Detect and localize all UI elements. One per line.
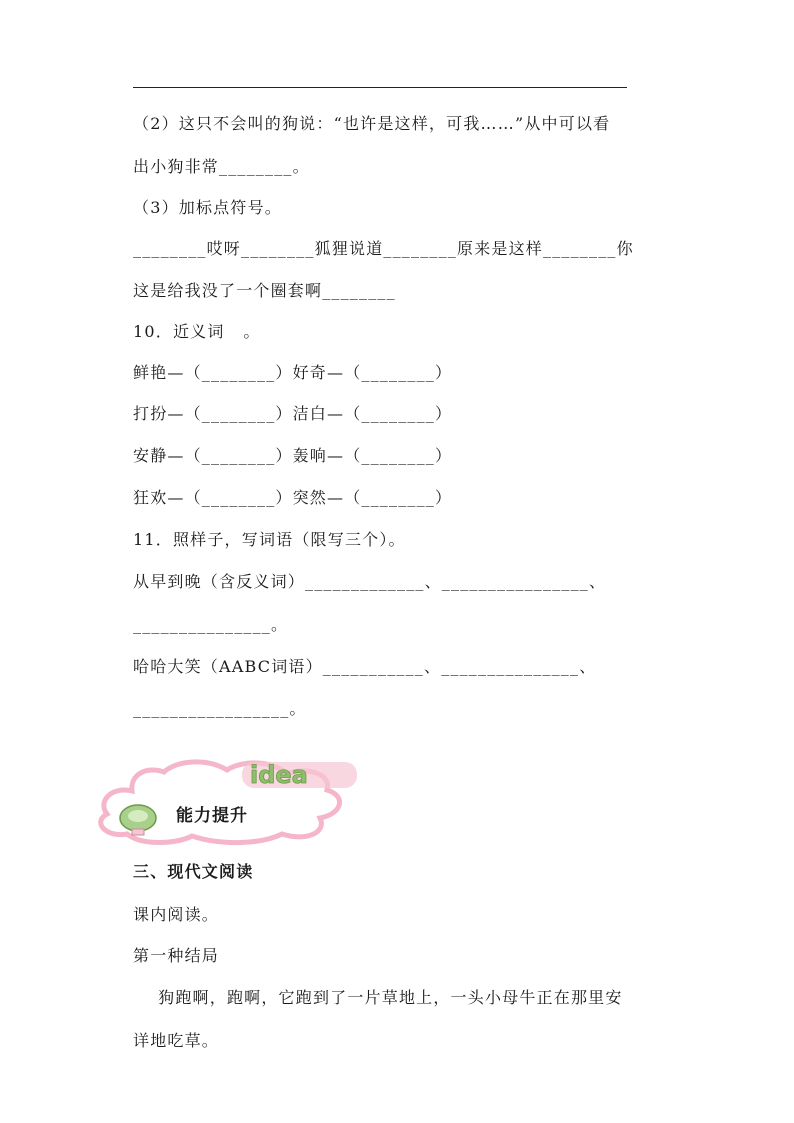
synonym-row-2: 打扮—（________）洁白—（________） (133, 404, 453, 423)
question-11-line-1: 从早到晚（含反义词）_____________、________________、 (133, 572, 607, 591)
synonym-row-3: 安静—（________）轰响—（________） (133, 446, 453, 465)
idea-logo (242, 761, 357, 789)
question-3-line-2: 这是给我没了一个圈套啊________ (133, 281, 396, 300)
question-11-line-2: _______________。 (133, 615, 289, 634)
question-3: （3）加标点符号。 (133, 198, 282, 217)
question-11-line-3: 哈哈大笑（AABC词语）___________、_______________、 (133, 657, 597, 676)
answer-underline (133, 87, 627, 88)
question-10-title: 10．近义词 。 (133, 322, 261, 341)
question-2-cont: 出小狗非常________。 (133, 157, 310, 176)
badge-label: 能力提升 (176, 806, 248, 826)
synonym-row-1: 鲜艳—（________）好奇—（________） (133, 363, 453, 382)
question-11-title: 11．照样子，写词语（限写三个）。 (133, 530, 406, 549)
section-3-heading: 三、现代文阅读 (133, 862, 254, 881)
reading-paragraph-line-1: 狗跑啊，跑啊，它跑到了一片草地上，一头小母牛正在那里安 (133, 988, 623, 1007)
reading-intro: 课内阅读。 (133, 905, 220, 924)
reading-subtitle: 第一种结局 (133, 946, 220, 965)
question-2: （2）这只不会叫的狗说：“也许是这样，可我……”从中可以看 (133, 114, 611, 133)
synonym-row-4: 狂欢—（________）突然—（________） (133, 488, 453, 507)
reading-paragraph-line-2: 详地吃草。 (133, 1031, 220, 1050)
question-11-line-4: _________________。 (133, 699, 307, 718)
svg-text:idea: idea (250, 761, 308, 789)
question-3-line-1: ________哎呀________狐狸说道________原来是这样________你 (133, 239, 634, 258)
